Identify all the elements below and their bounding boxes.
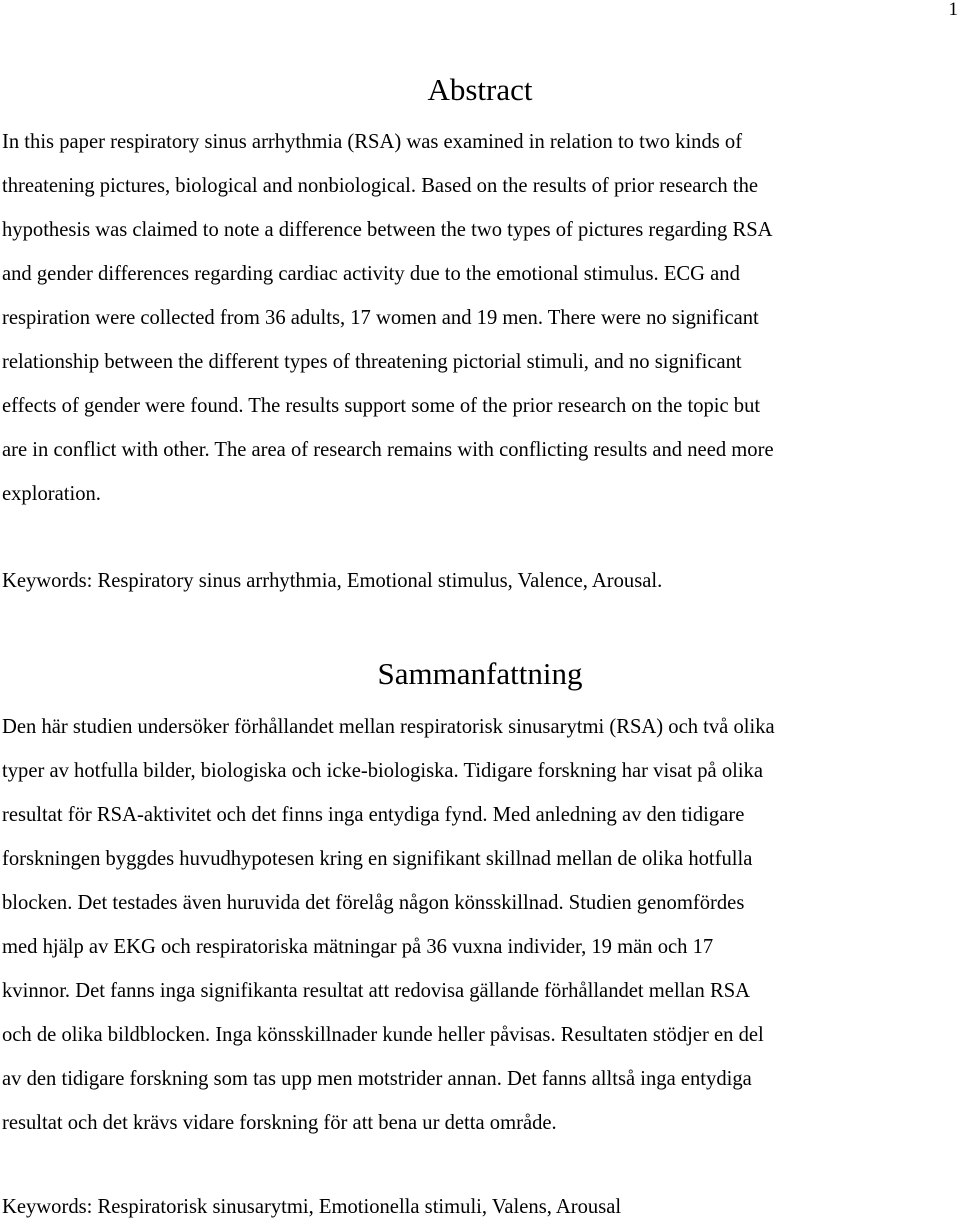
abstract-line: exploration. xyxy=(2,483,101,505)
sammanfattning-line: med hjälp av EKG och respiratoriska mätningar på 36 vuxna individer, 19 män och 17 xyxy=(2,936,714,958)
abstract-keywords-text: Keywords: Respiratory sinus arrhythmia, Emotional stimulus, Valence, Arousal. xyxy=(2,570,663,592)
sammanfattning-line: resultat för RSA-aktivitet och det finns inga entydiga fynd. Med anledning av den tidigare xyxy=(2,804,745,826)
sammanfattning-keywords-text: Keywords: Respiratorisk sinusarytmi, Emotionella stimuli, Valens, Arousal xyxy=(2,1196,622,1218)
sammanfattning-line: Den här studien undersöker förhållandet mellan respiratorisk sinusarytmi (RSA) och två olika xyxy=(2,716,775,738)
sammanfattning-line: forskningen byggdes huvudhypotesen kring en signifikant skillnad mellan de olika hotfulla xyxy=(2,848,753,870)
abstract-keywords xyxy=(2,559,958,603)
sammanfattning-line: blocken. Det testades även huruvida det förelåg någon könsskillnad. Studien genomfördes xyxy=(2,892,745,914)
sammanfattning-line: kvinnor. Det fanns inga signifikanta resultat att redovisa gällande förhållandet mellan RSA xyxy=(2,980,751,1002)
sammanfattning-body xyxy=(2,705,958,1145)
abstract-line: In this paper respiratory sinus arrhythmia (RSA) was examined in relation to two kinds of xyxy=(2,131,743,153)
page-number: 1 xyxy=(948,0,958,20)
sammanfattning-line: resultat och det krävs vidare forskning för att bena ur detta område. xyxy=(2,1112,557,1134)
abstract-body xyxy=(2,120,958,516)
sammanfattning-line: av den tidigare forskning som tas upp men motstrider annan. Det fanns alltså inga entydiga xyxy=(2,1068,752,1090)
abstract-line: respiration were collected from 36 adults, 17 women and 19 men. There were no significant xyxy=(2,307,759,329)
abstract-line: and gender differences regarding cardiac activity due to the emotional stimulus. ECG and xyxy=(2,263,740,285)
abstract-line: relationship between the different types of threatening pictorial stimuli, and no significant xyxy=(2,351,742,373)
sammanfattning-heading: Sammanfattning xyxy=(377,656,583,691)
sammanfattning-line: och de olika bildblocken. Inga könsskillnader kunde heller påvisas. Resultaten stödjer en del xyxy=(2,1024,764,1046)
abstract-line: effects of gender were found. The results support some of the prior research on the topic but xyxy=(2,395,761,417)
abstract-line: hypothesis was claimed to note a difference between the two types of pictures regarding RSA xyxy=(2,219,773,241)
sammanfattning-line: typer av hotfulla bilder, biologiska och icke-biologiska. Tidigare forskning har visat på olika xyxy=(2,760,763,782)
sammanfattning-keywords xyxy=(2,1185,958,1229)
abstract-line: are in conflict with other. The area of research remains with conflicting results and need more xyxy=(2,439,774,461)
abstract-heading: Abstract xyxy=(427,72,533,107)
abstract-line: threatening pictures, biological and nonbiological. Based on the results of prior research the xyxy=(2,175,759,197)
